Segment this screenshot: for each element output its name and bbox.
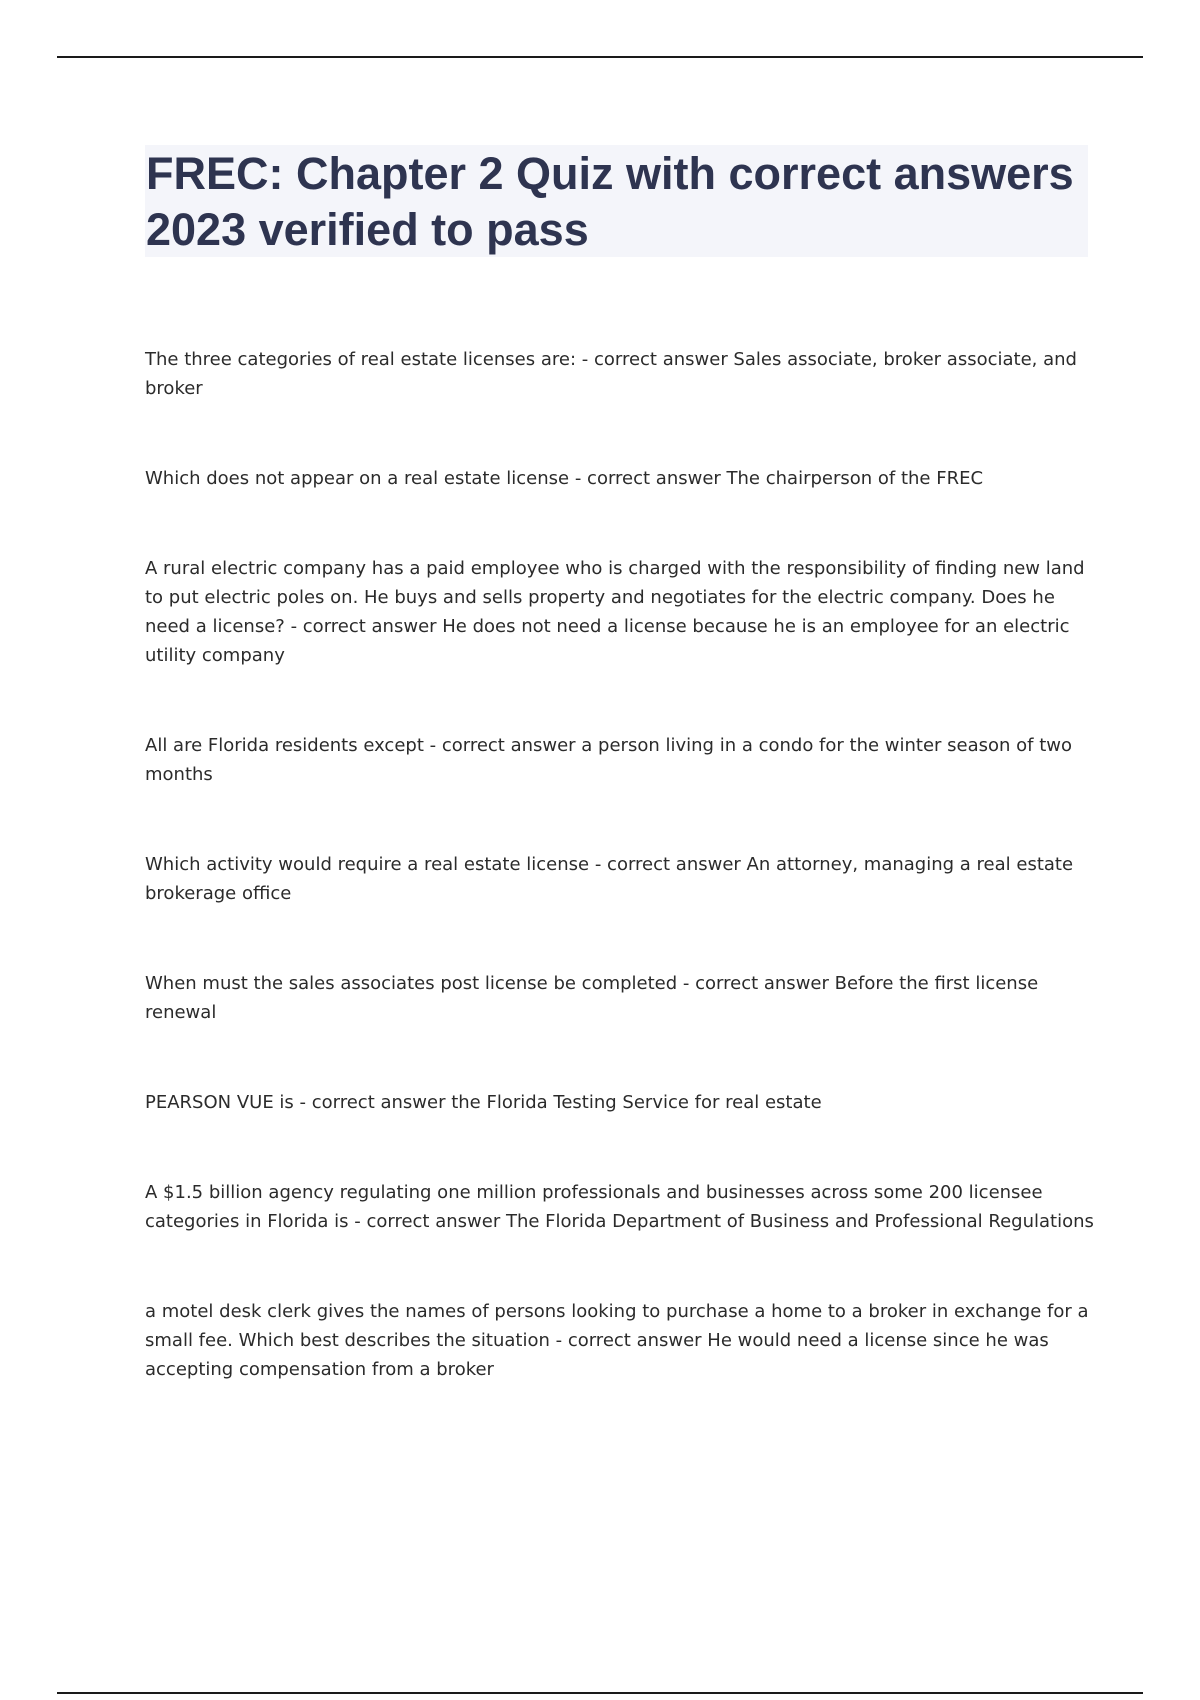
qa-item: The three categories of real estate licenses are: - correct answer Sales associate, broker associate, and broker [145, 349, 1077, 399]
qa-item: a motel desk clerk gives the names of persons looking to purchase a home to a broker in exchange for a small fee. Which best describes the situation - correct answer He would need a license since he was accepting compensation from a broker [145, 1301, 1089, 1380]
qa-item: Which activity would require a real estate license - correct answer An attorney, managing a real estate brokerage office [145, 854, 1074, 904]
qa-item: Which does not appear on a real estate license - correct answer The chairperson of the FREC [145, 468, 984, 489]
qa-list [145, 345, 1095, 1445]
qa-item: When must the sales associates post license be completed - correct answer Before the first license renewal [145, 973, 1039, 1023]
footer-rule [57, 1692, 1143, 1694]
qa-item: A rural electric company has a paid employee who is charged with the responsibility of finding new land to put electric poles on. He buys and sells property and negotiates for the electric company. Does he need a license? - correct answer He does not need a license because he is an employee for an electric utility company [145, 558, 1085, 666]
qa-item: A $1.5 billion agency regulating one million professionals and businesses across some 200 licensee categories in Florida is - correct answer The Florida Department of Business and Professional Regulations [145, 1182, 1094, 1232]
qa-item: All are Florida residents except - correct answer a person living in a condo for the winter season of two months [145, 735, 1073, 785]
document-title: FREC: Chapter 2 Quiz with correct answers 2023 verified to pass [146, 148, 1074, 255]
qa-item: PEARSON VUE is - correct answer the Florida Testing Service for real estate [145, 1092, 822, 1113]
header-rule [57, 56, 1143, 58]
